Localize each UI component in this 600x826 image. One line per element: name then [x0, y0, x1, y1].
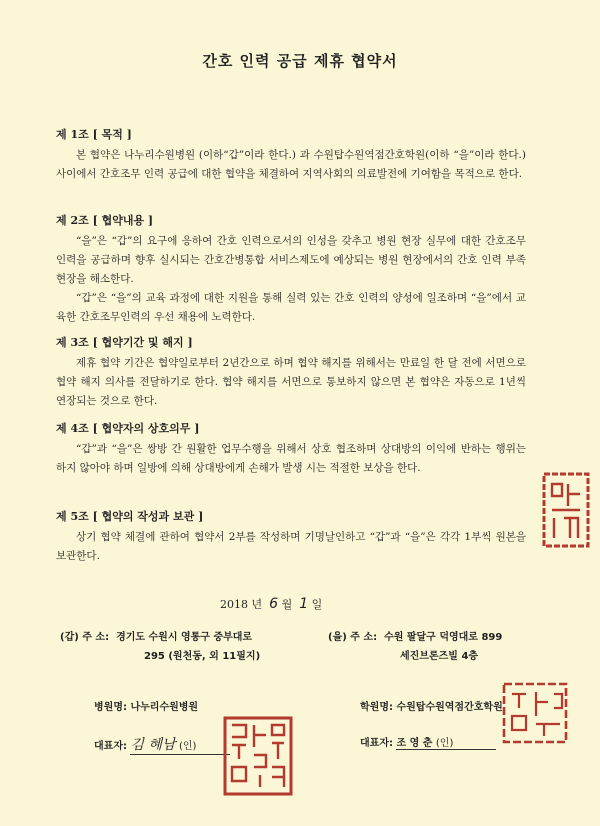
article-paragraph: “갑”은 “을”의 교육 과정에 대한 지원을 통해 실력 있는 간호 인력의 양성에 일조하며 “을”에서 교육한 간호조무인력의 우선 채용에 노력한다. — [56, 292, 526, 323]
article-heading: 제 3조 [ 협약기간 및 해지 ] — [56, 336, 193, 349]
handwritten-signature: 김 혜남 — [130, 737, 176, 753]
rep-label: 대표자: — [94, 741, 127, 752]
address-label: (갑) 주 소: — [60, 632, 110, 643]
document-title: 간호 인력 공급 제휴 협약서 — [202, 52, 398, 70]
article-heading: 제 5조 [ 협약의 작성과 보관 ] — [56, 510, 204, 523]
address-line2: 295 (원천동, 외 11필지) — [144, 651, 261, 662]
party-a-address — [60, 628, 260, 666]
party-b-address — [328, 628, 502, 666]
article-5 — [56, 508, 526, 566]
article-3 — [56, 334, 526, 411]
article-paragraph: “갑”과 “을”은 쌍방 간 원활한 업무수행을 위해서 상호 협조하며 상대방의 이익에 반하는 행위는 하지 않아야 하며 일방에 의해 상대방에게 손해가 발생 시는 적절한 보상을 한다. — [56, 443, 526, 474]
date-month-unit: 월 — [281, 598, 293, 611]
name-label: 학원명: — [360, 702, 393, 713]
address-label: (을) 주 소: — [328, 632, 378, 643]
academy-representative — [360, 734, 496, 750]
name-value: 수원탑수원역점간호학원 — [396, 702, 503, 713]
article-heading: 제 1조 [ 목적 ] — [56, 128, 132, 141]
seal-mark: (인) — [435, 738, 454, 749]
academy-name — [360, 698, 503, 713]
signature-line — [396, 734, 496, 750]
article-1 — [56, 126, 526, 184]
name-label: 병원명: — [94, 702, 127, 713]
article-paragraph: 제휴 협약 기간은 협약일로부터 2년간으로 하며 협약 해지를 위해서는 만료일 한 달 전에 서면으로 협약 해지 의사를 전달하기로 한다. 협약 해지를 서면으로 통보하지 않으면 본 협약은 자동으로 1년씩 연장되는 것으로 한다. — [56, 357, 526, 407]
article-4 — [56, 420, 526, 478]
hospital-name — [94, 698, 198, 713]
date-year-unit: 년 — [251, 598, 263, 611]
address-line1: 경기도 수원시 영통구 중부대로 — [116, 632, 253, 643]
academy-seal-stamp — [500, 680, 570, 746]
article-heading: 제 4조 [ 협약자의 상호의무 ] — [56, 422, 200, 435]
article-paragraph: “을”은 “갑”의 요구에 응하여 간호 인력으로서의 인성을 갖추고 병원 현장 실무에 대한 간호조무 인력을 공급하며 향후 실시되는 간호간병통합 서비스제도에 예상되는 병원 현장에서의 간호 인력 부족 현장을 해소한다. — [56, 235, 526, 285]
rep-name: 조 영 춘 — [396, 738, 433, 749]
seal-mark: (인) — [178, 741, 197, 752]
date-day-unit: 일 — [311, 598, 323, 611]
address-line1: 수원 팔달구 덕영대로 899 — [384, 632, 503, 643]
margin-seal-stamp — [540, 470, 592, 550]
hospital-representative — [94, 734, 230, 755]
signature-line — [130, 734, 230, 755]
hospital-seal-stamp — [222, 715, 294, 797]
agreement-date — [220, 596, 420, 612]
name-value: 나누리수원병원 — [130, 702, 199, 713]
rep-label: 대표자: — [360, 738, 393, 749]
article-heading: 제 2조 [ 협약내용 ] — [56, 214, 154, 227]
date-year: 2018 — [220, 598, 248, 611]
date-month: 6 — [269, 596, 279, 612]
date-day: 1 — [299, 596, 309, 612]
address-line2: 세진브론즈빌 4층 — [400, 651, 479, 662]
article-paragraph: 상기 협약 체결에 관하여 협약서 2부를 작성하며 기명날인하고 “갑”과 “을”은 각각 1부씩 원본을 보관한다. — [56, 531, 526, 562]
article-2 — [56, 212, 526, 327]
article-paragraph: 본 협약은 나누리수원병원 (이하“갑”이라 한다.) 과 수원탑수원역점간호학원(이하 “을”이라 한다.) 사이에서 간호조무 인력 공급에 대한 협약을 체결하여 지역사회의 의료발전에 기여함을 목적으로 한다. — [56, 149, 526, 180]
